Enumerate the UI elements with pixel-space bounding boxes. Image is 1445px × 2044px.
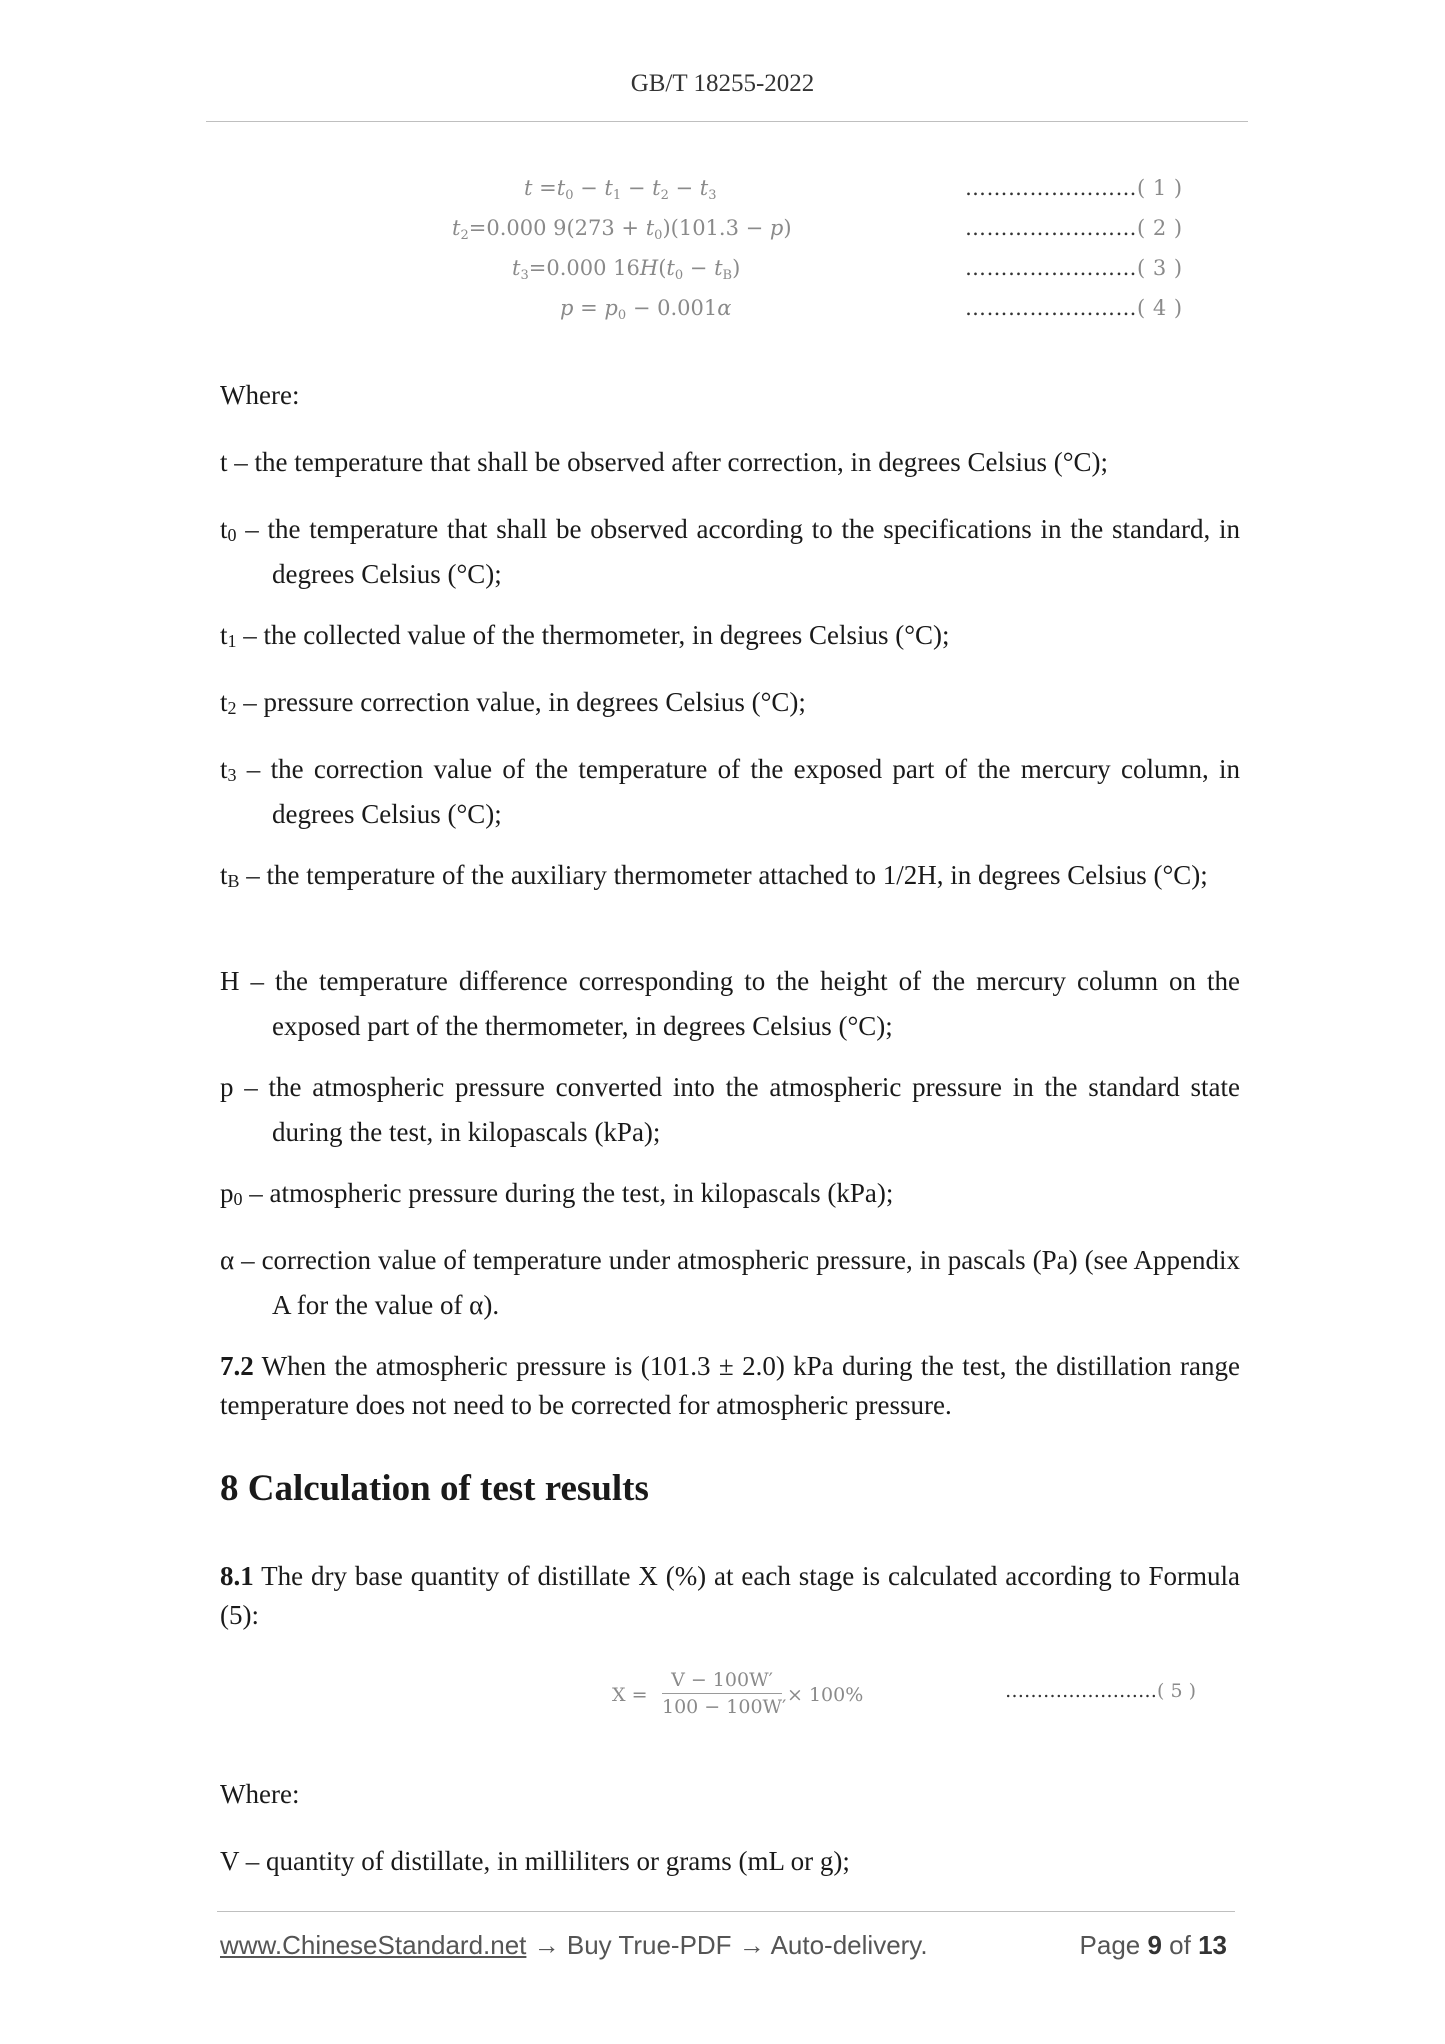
term-t3: $t_3$ – the correction value of the temperature of the exposed part of the mercury column, in degrees Celsius (°C);: [220, 754, 1240, 829]
formula-3-number: ……………………( 3 ): [965, 256, 1183, 280]
term-symbol: $t_1$: [220, 620, 237, 651]
clause-7-2: 7.2 When the atmospheric pressure is (101.3 ± 2.0) kPa during the test, the distillation range temperature does not need to be corrected for atmospheric pressure.: [220, 1351, 1240, 1420]
term-symbol: H: [220, 966, 240, 996]
fraction-denominator: 100 − 100W′: [662, 1696, 787, 1718]
page-number: Page 9 of 13: [1079, 1930, 1227, 1960]
term-symbol: $t_2$: [220, 687, 237, 718]
term-tB: $t_B$ – the temperature of the auxiliary thermometer attached to 1/2H, in degrees Celsius (°C);: [220, 860, 1208, 891]
term-t1: $t_1$ – the collected value of the thermometer, in degrees Celsius (°C);: [220, 620, 950, 651]
page-header-title: GB/T 18255-2022: [630, 70, 815, 97]
term-t0: $t_0$ – the temperature that shall be observed according to the specifications in the standard, in degrees Celsius (°C);: [220, 514, 1240, 589]
term-symbol: $p_0$: [220, 1178, 243, 1209]
term-H: H – the temperature difference corresponding to the height of the mercury column on the exposed part of the thermometer, in degrees Celsius (°C);: [220, 966, 1240, 1041]
term-symbol: $t_0$: [220, 514, 237, 545]
footer-divider: [217, 1911, 1235, 1912]
formula-5-number: ……………………( 5 ): [1005, 1680, 1196, 1702]
formula-3: $t_3=0.000$ $16H(t_0 - t_B)$: [512, 256, 741, 283]
where-label: Where:: [220, 380, 300, 410]
formula-1-number: ……………………( 1 ): [965, 176, 1183, 200]
term-t: t – the temperature that shall be observed after correction, in degrees Celsius (°C);: [220, 447, 1108, 477]
term-p0: $p_0$ – atmospheric pressure during the test, in kilopascals (kPa);: [220, 1178, 894, 1209]
term-symbol: p: [220, 1072, 234, 1102]
term-t2: $t_2$ – pressure correction value, in degrees Celsius (°C);: [220, 687, 806, 718]
header-divider: [206, 121, 1248, 122]
term-p: p – the atmospheric pressure converted into the atmospheric pressure in the standard state during the test, in kilopascals (kPa);: [220, 1072, 1240, 1147]
formula-1: $t =t_0 - t_1 - t_2 - t_3$: [524, 176, 717, 203]
section-heading: 8 Calculation of test results: [220, 1468, 649, 1509]
formula-2: $t_2=0.000$ $9(273 + t_0)(101.3 - p)$: [452, 216, 792, 243]
term-symbol: t: [220, 447, 228, 477]
formula-4-number: ……………………( 4 ): [965, 296, 1183, 320]
term-alpha: α – correction value of temperature under atmospheric pressure, in pascals (Pa) (see Appendix A for the value of α).: [220, 1245, 1240, 1320]
formula-4: $p = p_0 - 0.001\alpha$: [560, 296, 732, 323]
fraction: [662, 1667, 787, 1720]
page-footer: [220, 1930, 1235, 1966]
formula-2-number: ……………………( 2 ): [965, 216, 1183, 240]
where-label-2: Where:: [220, 1779, 300, 1809]
term-V: V – quantity of distillate, in milliliters or grams (mL or g);: [220, 1846, 850, 1876]
fraction-numerator: V − 100W′: [671, 1669, 773, 1691]
clause-8-1: 8.1 The dry base quantity of distillate X (%) at each stage is calculated according to Formula (5):: [220, 1561, 1240, 1630]
term-symbol: $t_3$: [220, 754, 237, 785]
term-symbol: $t_B$: [220, 860, 240, 891]
footer-tagline: → Buy True-PDF → Auto-delivery.: [526, 1930, 928, 1960]
website-link[interactable]: www.ChineseStandard.net: [220, 1930, 527, 1960]
term-symbol: α: [220, 1245, 235, 1275]
